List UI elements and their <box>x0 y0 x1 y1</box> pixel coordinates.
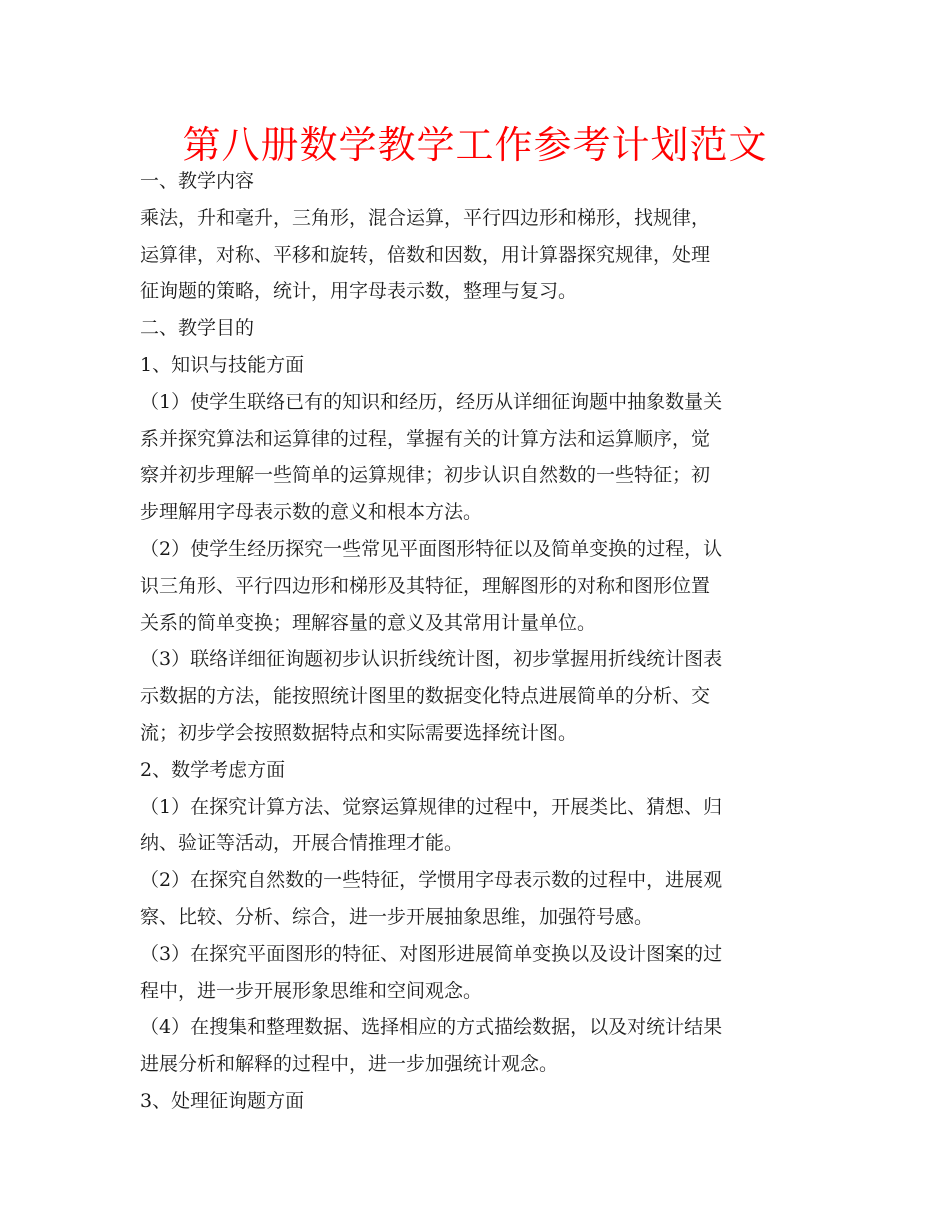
paragraph-line: （1）使学生联络已有的知识和经历，经历从详细征询题中抽象数量关 <box>140 390 723 413</box>
document-title: 第八册数学教学工作参考计划范文 <box>182 123 768 167</box>
paragraph-line: 流；初步学会按照数据特点和实际需要选择统计图。 <box>140 721 578 744</box>
paragraph-line: （3）联络详细征询题初步认识折线统计图，初步掌握用折线统计图表 <box>140 648 723 671</box>
paragraph-line: （3）在探究平面图形的特征、对图形进展简单变换以及设计图案的过 <box>140 942 723 965</box>
paragraph-line: （2）在探究自然数的一些特征，学惯用字母表示数的过程中，进展观 <box>140 869 723 892</box>
paragraph-line: 程中，进一步开展形象思维和空间观念。 <box>140 979 483 1002</box>
paragraph-line: 察并初步理解一些简单的运算规律；初步认识自然数的一些特征；初 <box>140 464 711 487</box>
paragraph-line: （2）使学生经历探究一些常见平面图形特征以及简单变换的过程，认 <box>140 537 723 560</box>
paragraph-line: 步理解用字母表示数的意义和根本方法。 <box>140 501 483 524</box>
paragraph-line: 关系的简单变换；理解容量的意义及其常用计量单位。 <box>140 611 597 634</box>
paragraph-line: 乘法，升和毫升，三角形，混合运算，平行四边形和梯形，找规律， <box>140 206 711 229</box>
paragraph-line: （4）在搜集和整理数据、选择相应的方式描绘数据，以及对统计结果 <box>140 1016 723 1039</box>
subheading-problem-solving: 3、处理征询题方面 <box>140 1089 305 1112</box>
subheading-knowledge-skills: 1、知识与技能方面 <box>140 353 305 376</box>
paragraph-line: 识三角形、平行四边形和梯形及其特征，理解图形的对称和图形位置 <box>140 574 711 597</box>
paragraph-line: 察、比较、分析、综合，进一步开展抽象思维，加强符号感。 <box>140 905 654 928</box>
section-heading-goals: 二、教学目的 <box>140 317 255 340</box>
paragraph-line: 运算律，对称、平移和旋转，倍数和因数，用计算器探究规律，处理 <box>140 243 711 266</box>
paragraph-line: 纳、验证等活动，开展合情推理才能。 <box>140 832 464 855</box>
paragraph-line: 进展分析和解释的过程中，进一步加强统计观念。 <box>140 1053 559 1076</box>
paragraph-line: 征询题的策略，统计，用字母表示数，整理与复习。 <box>140 280 578 303</box>
paragraph-line: （1）在探究计算方法、觉察运算规律的过程中，开展类比、猜想、归 <box>140 795 723 818</box>
subheading-math-thinking: 2、数学考虑方面 <box>140 758 286 781</box>
document-body <box>140 163 812 1120</box>
section-heading-content: 一、教学内容 <box>140 170 255 192</box>
paragraph-line: 示数据的方法，能按照统计图里的数据变化特点进展简单的分析、交 <box>140 685 711 708</box>
paragraph-line: 系并探究算法和运算律的过程，掌握有关的计算方法和运算顺序，觉 <box>140 427 711 450</box>
